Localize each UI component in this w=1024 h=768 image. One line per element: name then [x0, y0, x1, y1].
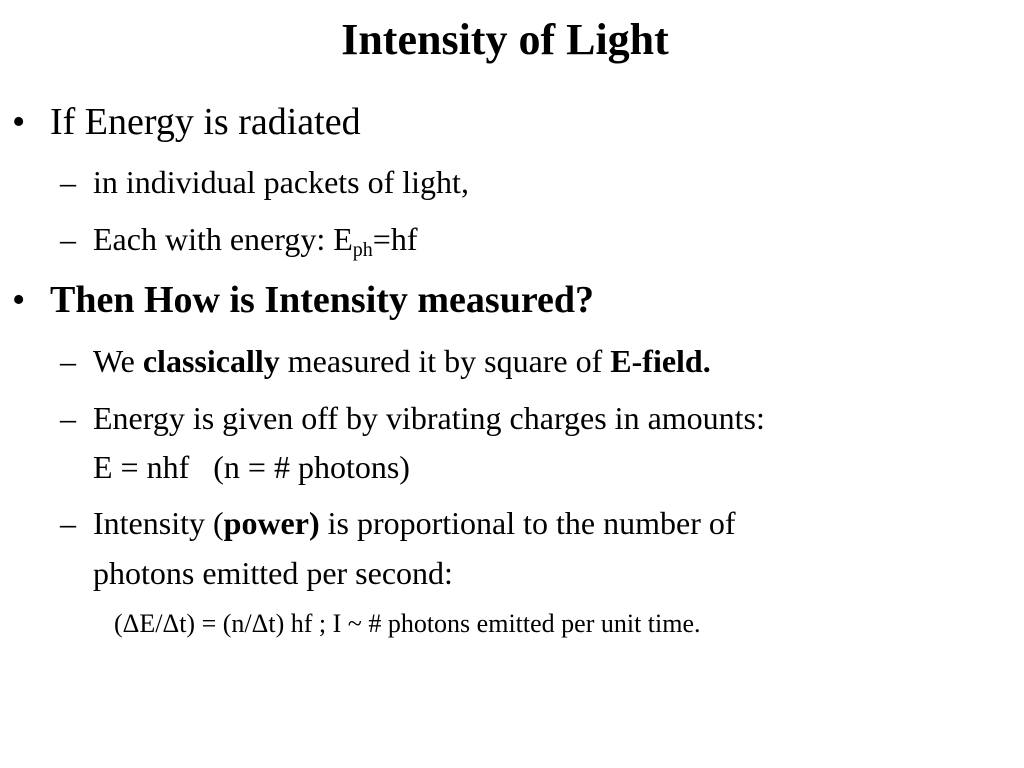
emphasis-classically: classically [142, 343, 280, 379]
intensity-formula: (ΔE/Δt) = (n/Δt) hf ; I ~ # photons emitted per unit time. [114, 609, 701, 638]
equation-e-nhf: E = nhf (n = # photons) [93, 449, 410, 485]
slide-title: Intensity of Light [341, 15, 669, 64]
subitem-photons-per-second: photons emitted per second: [93, 555, 453, 591]
subitem-intensity-power [93, 504, 736, 542]
bullet-item-2 [12, 278, 25, 322]
subitem-photon-energy [93, 220, 418, 261]
photon-energy-equation: =hf [372, 221, 418, 257]
emphasis-power: power) [223, 505, 320, 541]
bullet-text-energy-radiated: If Energy is radiated [50, 101, 361, 143]
photon-energy-subscript: ph [352, 239, 373, 261]
text-run: is proportional to the number of [319, 505, 736, 541]
emphasis-e-field: E-field. [610, 343, 711, 379]
dash-marker: – [60, 505, 76, 541]
bullet-item-1 [12, 100, 25, 144]
text-run: Intensity ( [93, 505, 224, 541]
dash-marker: – [60, 343, 76, 379]
photon-energy-text: Each with energy: E [93, 221, 353, 257]
text-run: measured it by square of [279, 343, 611, 379]
subitem-classical-measure [93, 342, 711, 380]
bullet-marker: • [12, 101, 26, 143]
bullet-marker: • [12, 279, 26, 321]
bullet-text-intensity-question: Then How is Intensity measured? [50, 279, 595, 321]
subitem-packets-of-light: in individual packets of light, [93, 164, 469, 200]
subitem-vibrating-charges: Energy is given off by vibrating charges in amounts: [93, 400, 765, 436]
dash-marker: – [60, 164, 76, 200]
dash-marker: – [60, 400, 76, 436]
dash-marker: – [60, 221, 76, 257]
text-run: We [93, 343, 143, 379]
